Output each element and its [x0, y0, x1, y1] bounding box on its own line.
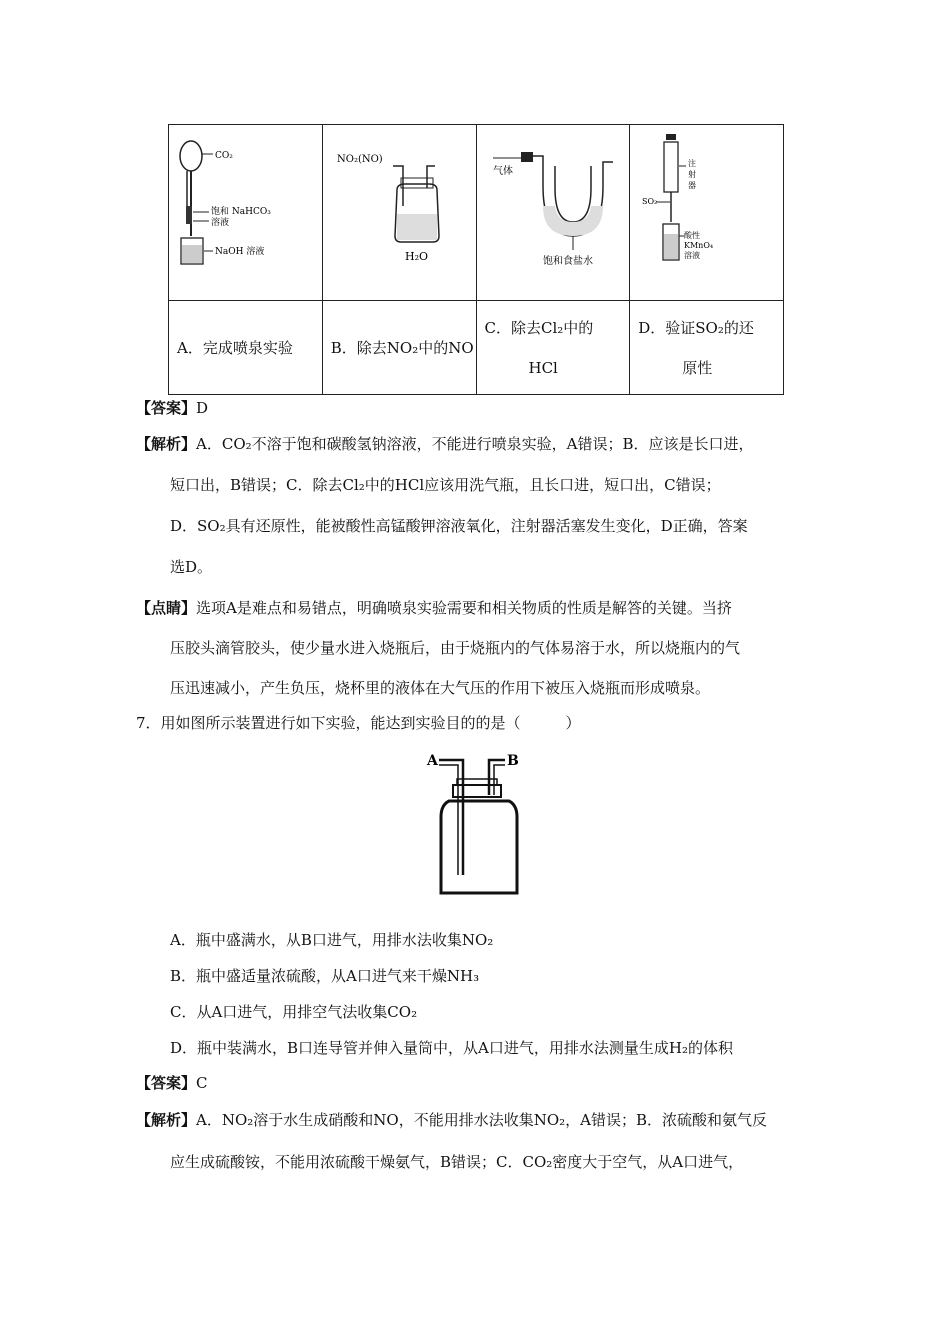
cell-b-caption	[322, 301, 476, 395]
caption-b: B．除去NO₂中的NO	[330, 338, 474, 357]
q7-answer	[136, 1073, 208, 1093]
q6-analysis-line-2: 短口出，B错误；C．除去Cl₂中的HCl应该用洗气瓶，且长口进，短口出，C错误；	[170, 476, 721, 494]
cell-c-figure	[476, 125, 630, 301]
label-no2-no: NO₂(NO)	[336, 153, 383, 165]
q6-analysis-line-1	[136, 434, 754, 454]
q6-tip-line-1	[136, 598, 732, 618]
q6-answer	[136, 398, 208, 418]
fountain-apparatus-figure	[169, 126, 309, 296]
u-tube-figure	[477, 126, 632, 296]
label-h2o: H₂O	[404, 249, 428, 263]
syringe-apparatus-figure	[630, 126, 780, 296]
cell-c-caption	[476, 301, 630, 395]
q7-stem: 7．用如图所示装置进行如下实验，能达到实验目的的是（ ）	[136, 714, 581, 732]
q7-analysis-line-1	[136, 1110, 767, 1130]
caption-d-line1: D．验证SO₂的还	[638, 318, 754, 337]
q6-tip-label: 【点睛】	[136, 599, 197, 617]
cell-a-caption	[169, 301, 323, 395]
q7-option-b: B．瓶中盛适量浓硫酸，从A口进气来干燥NH₃	[170, 967, 480, 985]
q6-tip-line-2: 压胶头滴管胶头，使少量水进入烧瓶后，由于烧瓶内的气体易溶于水，所以烧瓶内的气	[170, 639, 741, 657]
label-so2: SO₂	[642, 196, 658, 206]
options-table	[168, 124, 784, 395]
label-port-a: A	[427, 753, 438, 769]
q7-analysis-label: 【解析】	[136, 1111, 197, 1129]
q7-gas-bottle-figure	[425, 745, 535, 900]
q7-option-d: D．瓶中装满水，B口连导管并伸入量筒中，从A口进气，用排水法测量生成H₂的体积	[170, 1039, 733, 1057]
label-gas: 气体	[492, 165, 513, 177]
label-acidic: 酸性	[684, 230, 701, 240]
caption-d-line2: 原性	[682, 358, 713, 377]
q6-analysis-text-1: A．CO₂不溶于饱和碳酸氢钠溶液，不能进行喷泉实验，A错误；B．应该是长口进，	[196, 435, 754, 453]
caption-c-line1: C．除去Cl₂中的	[484, 318, 594, 337]
q7-answer-label: 【答案】	[136, 1074, 197, 1092]
label-kmno4-solution: 溶液	[684, 250, 701, 260]
q7-option-a: A．瓶中盛满水，从B口进气，用排水法收集NO₂	[170, 931, 494, 949]
cell-b-figure	[322, 125, 476, 301]
cell-d-caption	[630, 301, 784, 395]
q6-tip-text-1: 选项A是难点和易错点，明确喷泉实验需要和相关物质的性质是解答的关键。当挤	[196, 599, 732, 617]
label-syringe-3: 器	[688, 180, 697, 190]
label-solution: 溶液	[211, 217, 230, 228]
q6-answer-value: D	[196, 399, 209, 417]
q6-answer-label: 【答案】	[136, 399, 197, 417]
q7-option-c: C．从A口进气，用排空气法收集CO₂	[170, 1003, 418, 1021]
cell-d-figure	[630, 125, 784, 301]
label-syringe-1: 注	[688, 158, 697, 168]
q7-analysis-line-2: 应生成硫酸铵，不能用浓硫酸干燥氨气，B错误；C．CO₂密度大于空气，从A口进气，	[170, 1153, 744, 1171]
q7-answer-value: C	[196, 1074, 208, 1092]
label-nahco3: 饱和 NaHCO₃	[211, 206, 271, 217]
label-kmno4: KMnO₄	[684, 240, 714, 250]
caption-c-line2: HCl	[528, 358, 558, 377]
q6-analysis-line-4: 选D。	[170, 558, 213, 576]
q6-analysis-line-3: D．SO₂具有还原性，能被酸性高锰酸钾溶液氧化，注射器活塞发生变化，D正确，答案	[170, 517, 748, 535]
q7-analysis-text-1: A．NO₂溶于水生成硝酸和NO，不能用排水法收集NO₂，A错误；B．浓硫酸和氨气反	[196, 1111, 768, 1129]
label-naoh: NaOH 溶液	[215, 246, 265, 257]
label-co2: CO₂	[215, 150, 233, 161]
cell-a-figure	[169, 125, 323, 301]
caption-a: A．完成喷泉实验	[177, 338, 293, 357]
q6-analysis-label: 【解析】	[136, 435, 197, 453]
q6-tip-line-3: 压迅速减小，产生负压，烧杯里的液体在大气压的作用下被压入烧瓶而形成喷泉。	[170, 679, 711, 697]
gas-washing-bottle-figure	[323, 126, 478, 296]
label-brine: 饱和食盐水	[542, 255, 593, 267]
label-port-b: B	[507, 753, 519, 769]
label-syringe-2: 射	[688, 169, 697, 179]
